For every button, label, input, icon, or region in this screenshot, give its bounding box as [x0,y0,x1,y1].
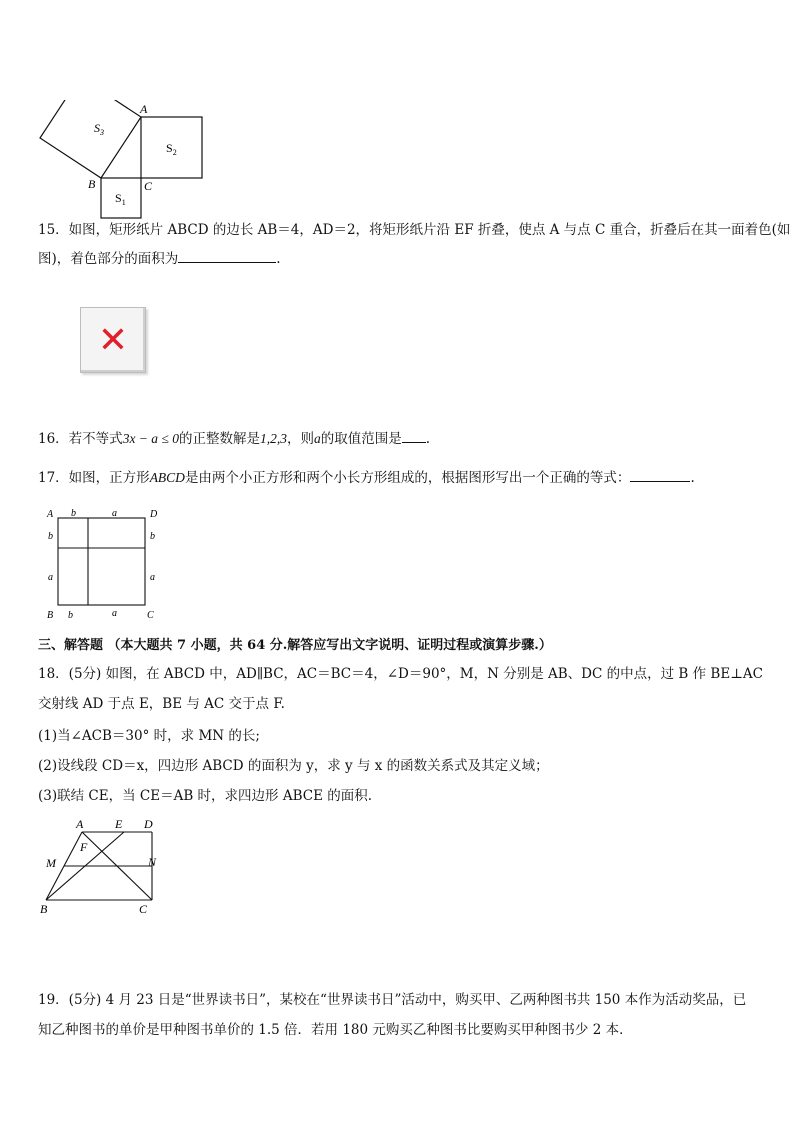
label-s1: $S_1$ [115,191,126,207]
svg-text:b: b [71,508,76,519]
q19-line2: 知乙种图书的单价是甲种图书单价的 1.5 倍．若用 180 元购买乙种图书比要购买甲种图书少 2 本． [38,1022,633,1038]
label-s3: $S_3$ [94,121,104,137]
q18-line2: 交射线 AD 于点 E，BE 与 AC 交于点 F. [38,696,285,712]
svg-text:a: a [112,508,117,519]
q17-line: 17．如图，正方形ABCD是由两个小正方形和两个小长方形组成的，根据图形写出一个正确的等式： . [38,467,695,488]
q18-line1: 18．(5分) 如图，在 ABCD 中，AD∥BC，AC＝BC＝4，∠D＝90°，M，N 分别是 AB、DC 的中点，过 B 作 BE⊥AC [38,666,763,682]
square-abcd-figure [42,504,164,624]
svg-text:C: C [147,610,154,621]
svg-text:D: D [144,817,153,831]
inequality-expr: 3x − a ≤ 0 [122,431,179,446]
svg-text:B: B [47,610,54,621]
label-c: C [144,179,153,193]
svg-text:N: N [148,855,157,869]
section-heading: 三、解答题 （本大题共 7 小题，共 64 分.解答应写出文字说明、证明过程或演算步骤.） [38,638,552,653]
label-b: B [88,177,96,191]
svg-text:b: b [150,531,155,542]
q19-line1: 19．(5分) 4 月 23 日是“世界读书日”，某校在“世界读书日”活动中，购买甲、乙两种图书共 150 本作为活动奖品，已 [38,992,747,1008]
q18-part3: (3)联结 CE，当 CE＝AB 时，求四边形 ABCE 的面积. [38,788,373,804]
label-a: A [140,102,148,116]
svg-text:F: F [80,840,88,854]
q18-part2: (2)设线段 CD＝x，四边形 ABCD 的面积为 y，求 y 与 x 的函数关系式及其定义域； [38,758,549,774]
svg-text:E: E [115,817,123,831]
answer-blank-15[interactable] [178,248,276,263]
svg-text:A: A [76,817,84,831]
q16-line: 16．若不等式3x − a ≤ 0的正整数解是1,2,3，则a的取值范围是 . [38,428,430,449]
svg-text:a: a [112,608,117,619]
svg-text:b: b [48,531,53,542]
svg-text:a: a [150,572,155,583]
trapezoid-figure [36,814,176,918]
svg-text:b: b [68,610,73,621]
label-s2: $S_2$ [166,141,177,157]
svg-text:D: D [150,509,158,520]
answer-blank-17[interactable] [630,467,690,482]
svg-text:A: A [47,509,54,520]
svg-text:M: M [46,856,56,870]
q15-line2: 图)，着色部分的面积为 . [38,248,281,269]
svg-text:C: C [139,902,148,916]
squares-figure [36,100,216,222]
svg-text:B: B [40,902,48,916]
q18-part1: (1)当∠ACB＝30° 时，求 MN 的长; [38,728,260,744]
answer-blank-16[interactable] [402,428,426,443]
svg-text:a: a [48,572,53,583]
broken-image-icon: ✕ [80,307,146,373]
q15-line1: 15．如图，矩形纸片 ABCD 的边长 AB＝4，AD＝2，将矩形纸片沿 EF 折叠，使点 A 与点 C 重合，折叠后在其一面着色(如 [38,222,791,238]
